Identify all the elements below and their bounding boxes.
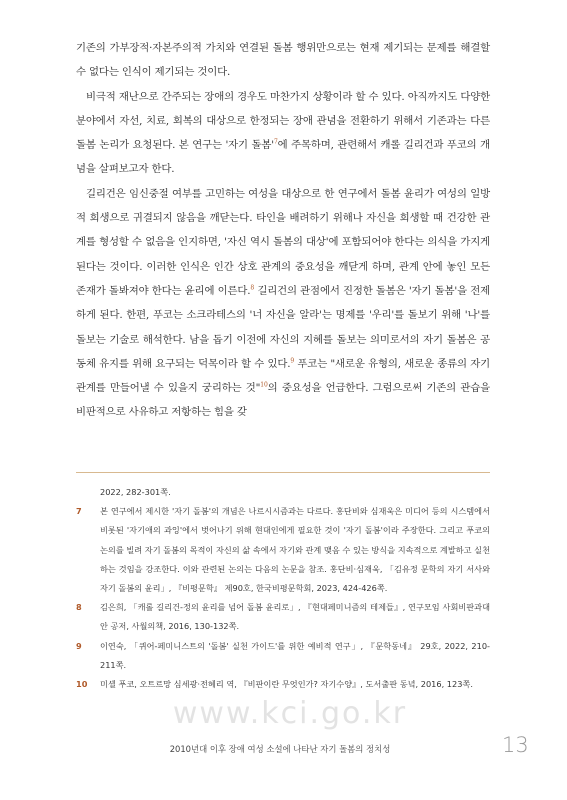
paragraph-2 [76,85,490,182]
paragraph-3 [76,182,490,425]
paragraph-3-text-c: 푸코는 "새로운 유형의, 새로운 종류의 자기 관계를 만들어낼 수 있을지 궁리하는 것" [76,357,490,395]
paragraph-2-text-b: 에 주목하며, 관련해서 캐롤 길리건과 푸코의 개념을 살펴보고자 한다. [76,139,490,176]
footnote-number: 10 [76,679,88,690]
footnote-7 [76,502,490,598]
footnote-ref-9[interactable]: 9 [290,357,295,365]
page-number: 13 [502,733,529,757]
footnote-text: 미셸 푸코, 오트르망 심세광·전혜리 역, 『비판이란 무엇인가? 자기수양』, 도서출판 동녘, 2016, 123쪽. [100,679,473,690]
paragraph-3-text-d: 의 중요성을 언급한다. 그럼으로써 기존의 관습을 비판적으로 사유하고 저항하는 힘을 갖 [76,382,490,419]
footnote-number: 8 [76,602,82,613]
footnote-continuation [76,483,490,502]
footnote-number-blank [76,483,100,502]
paragraph-2-text-a: 비극적 재난으로 간주되는 장애의 경우도 마찬가지 상황이라 할 수 있다. 아직까지도 다양한 분야에서 자선, 치료, 회복의 대상으로 한정되는 장애 관념을 전환하기 위해서 기존과는 다른 돌봄 논리가 요청된다. 본 연구는 '자기 돌봄' [76,90,490,152]
footnote-text: 이연숙, 「퀴어-페미니스트의 '돌봄' 실천 가이드'를 위한 예비적 연구」, 『문학동네』 29호, 2022, 210-211쪽. [100,640,490,670]
footnote-divider [76,472,490,473]
paragraph-3-text-a: 길리건은 임신중절 여부를 고민하는 여성을 대상으로 한 연구에서 돌봄 윤리가 여성의 일방적 희생으로 귀결되지 않음을 깨닫는다. 타인을 배려하기 위해나 자신을 희생할 때 건강한 관계를 형성할 수 없음을 인지하면, '자신 역시 돌봄의 대상'에 포함되어야 한다는 의식을 가지게 된다는 것이다. 이러한 인식은 인간 상호 관계의 중요성을 깨닫게 하며, 관계 안에 놓인 모든 존재가 돌봐져야 한다는 윤리에 이른다. [76,187,490,297]
running-footer-title: 2010년대 이후 장애 여성 소설에 나타난 자기 돌봄의 정치성 [169,744,391,754]
footnote-number: 7 [76,506,82,517]
footnote-ref-8[interactable]: 8 [250,284,255,292]
footnote-text: 김은희, 「캐롤 길리건-정의 윤리를 넘어 돌봄 윤리로」, 『현대페미니즘의 테제들』, 연구모임 사회비판과대안 공저, 사월의책, 2016, 130-132쪽. [100,602,490,632]
footnote-8 [76,598,490,636]
main-body [76,36,490,425]
footnote-9 [76,637,490,675]
paragraph-1: 기존의 가부장적·자본주의적 가치와 연결된 돌봄 행위만으로는 현재 제기되는 문제를 해결할 수 없다는 인식이 제기되는 것이다. [76,42,490,79]
footnote-10 [76,675,490,694]
kci-watermark: www.kci.go.kr [172,696,408,731]
paragraph-3-text-b: 길리건의 관점에서 진정한 돌봄은 '자기 돌봄'을 전제하게 된다. 한편, 푸코는 소크라테스의 '너 자신을 알라'는 명제를 '우리'를 돌보기 위해 '나'를 돌보는 기술로 해석한다. 남을 돕기 이전에 자신의 지혜를 돌보는 의미로서의 자기 돌봄은 공동체 유지를 위해 요구되는 덕목이라 할 수 있다. [76,284,490,370]
footnote-continuation-text: 2022, 282-301쪽. [100,487,171,497]
footnote-number: 9 [76,640,82,651]
footnote-text: 본 연구에서 제시한 '자기 돌봄'의 개념은 나르시시즘과는 다르다. 홍단비와 심재욱은 미디어 등의 시스템에서 비롯된 '자기애의 과잉'에서 벗어나기 위해 현대인에게 필요한 것이 '자기 돌봄'이라 주장한다. 그리고 푸코의 논의를 빌려 자기 돌봄의 목적이 자신의 삶 속에서 자기와 관계 맺음 수 있는 방식을 지속적으로 계발하고 실천하는 것임을 강조한다. 이와 관련된 논의는 다음의 논문을 참조. 홍단비·심재욱, 「김유정 문학의 자기 서사와 자기 돌봄의 윤리」, 『비평문학』 제90호, 한국비평문학회, 2023, 424-426쪽. [100,506,490,594]
footnote-ref-10[interactable]: 10 [260,381,268,389]
footnotes [76,483,490,694]
footnote-ref-7[interactable]: 7 [273,138,278,146]
